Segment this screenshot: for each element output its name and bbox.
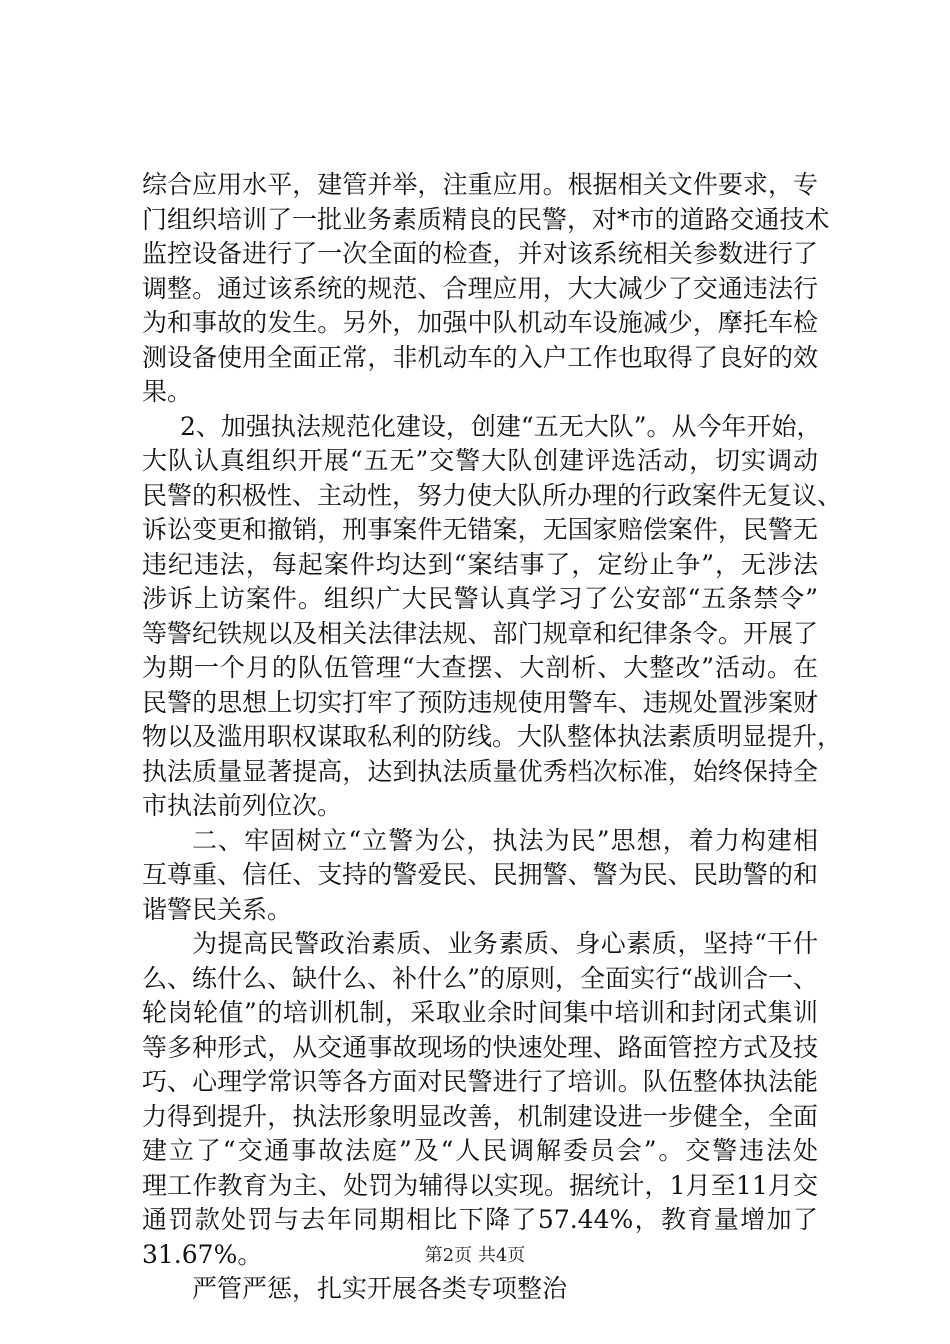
paragraph-line: 严管严惩，扎实开展各类专项整治	[192, 1274, 568, 1303]
paragraph-line: 涉诉上访案件。组织广大民警认真学习了公安部“五条禁令”	[142, 584, 818, 613]
paragraph-line: 31.67%。	[142, 1239, 263, 1269]
paragraph-police-relations-heading	[142, 824, 818, 928]
paragraph-line: 违纪违法，每起案件均达到“案结事了，定纷止争”，无涉法	[142, 549, 818, 579]
paragraph-line: 谐警民关系。	[142, 894, 293, 924]
paragraph-traffic-equipment	[142, 168, 830, 410]
paragraph-line: 么、练什么、缺什么、补什么”的原则，全面实行“战训合一、	[142, 963, 818, 993]
paragraph-line: 轮岗轮值”的培训机制，采取业余时间集中培训和封闭式集训	[142, 998, 818, 1027]
paragraph-training	[142, 927, 818, 1272]
paragraph-line: 力得到提升，执法形象明显改善，机制建设进一步健全，全面	[142, 1101, 818, 1131]
paragraph-line: 民警的思想上切实打牢了预防违规使用警车、违规处置涉案财	[142, 687, 818, 717]
paragraph-line: 等警纪铁规以及相关法律法规、部门规章和纪律条令。开展了	[142, 618, 818, 648]
paragraph-line: 监控设备进行了一次全面的检查，并对该系统相关参数进行了	[142, 239, 818, 268]
paragraph-line: 建立了“交通事故法庭”及“人民调解委员会”。交警违法处	[142, 1136, 818, 1165]
paragraph-line: 果。	[142, 377, 193, 406]
paragraph-line: 二、牢固树立“立警为公，执法为民”思想，着力构建相	[192, 825, 818, 855]
paragraph-line: 巧、心理学常识等各方面对民警进行了培训。队伍整体执法能	[142, 1067, 818, 1096]
paragraph-line: 为提高民警政治素质、业务素质、身心素质，坚持“干什	[192, 929, 818, 958]
paragraph-line: 综合应用水平，建管并举，注重应用。根据相关文件要求，专	[142, 170, 818, 199]
paragraph-line: 调整。通过该系统的规范、合理应用，大大减少了交通违法行	[142, 273, 818, 303]
paragraph-line: 为和事故的发生。另外，加强中队机动车设施减少，摩托车检	[142, 308, 818, 337]
paragraph-law-enforcement	[142, 410, 843, 824]
paragraph-line: 民警的积极性、主动性，努力使大队所办理的行政案件无复议、	[142, 480, 843, 510]
paragraph-line: 执法质量显著提高，达到执法质量优秀档次标准，始终保持全	[142, 756, 818, 786]
paragraph-line: 理工作教育为主、处罚为辅得以实现。据统计，1月至11月交	[142, 1170, 818, 1200]
paragraph-line: 互尊重、信任、支持的警爱民、民拥警、警为民、民助警的和	[142, 860, 818, 889]
paragraph-line: 市执法前列位次。	[142, 791, 343, 820]
document-body	[142, 168, 843, 1307]
paragraph-line: 大队认真组织开展“五无”交警大队创建评选活动，切实调动	[142, 446, 818, 475]
page-number-footer: 第2页 共4页	[424, 1245, 526, 1266]
paragraph-line: 测设备使用全面正常，非机动车的入户工作也取得了良好的效	[142, 342, 818, 372]
paragraph-line: 通罚款处罚与去年同期相比下降了57.44%，教育量增加了	[142, 1205, 818, 1234]
paragraph-special-rectification-heading	[142, 1272, 818, 1307]
paragraph-line: 等多种形式，从交通事故现场的快速处理、路面管控方式及技	[142, 1032, 818, 1062]
paragraph-line: 物以及滥用职权谋取私利的防线。大队整体执法素质明显提升，	[142, 722, 843, 751]
paragraph-line: 2、加强执法规范化建设，创建“五无大队”。从今年开始，	[180, 411, 822, 441]
paragraph-line: 门组织培训了一批业务素质精良的民警，对*市的道路交通技术	[142, 204, 830, 234]
paragraph-line: 为期一个月的队伍管理“大查摆、大剖析、大整改”活动。在	[142, 653, 818, 682]
paragraph-line: 诉讼变更和撤销，刑事案件无错案，无国家赔偿案件，民警无	[142, 515, 818, 544]
